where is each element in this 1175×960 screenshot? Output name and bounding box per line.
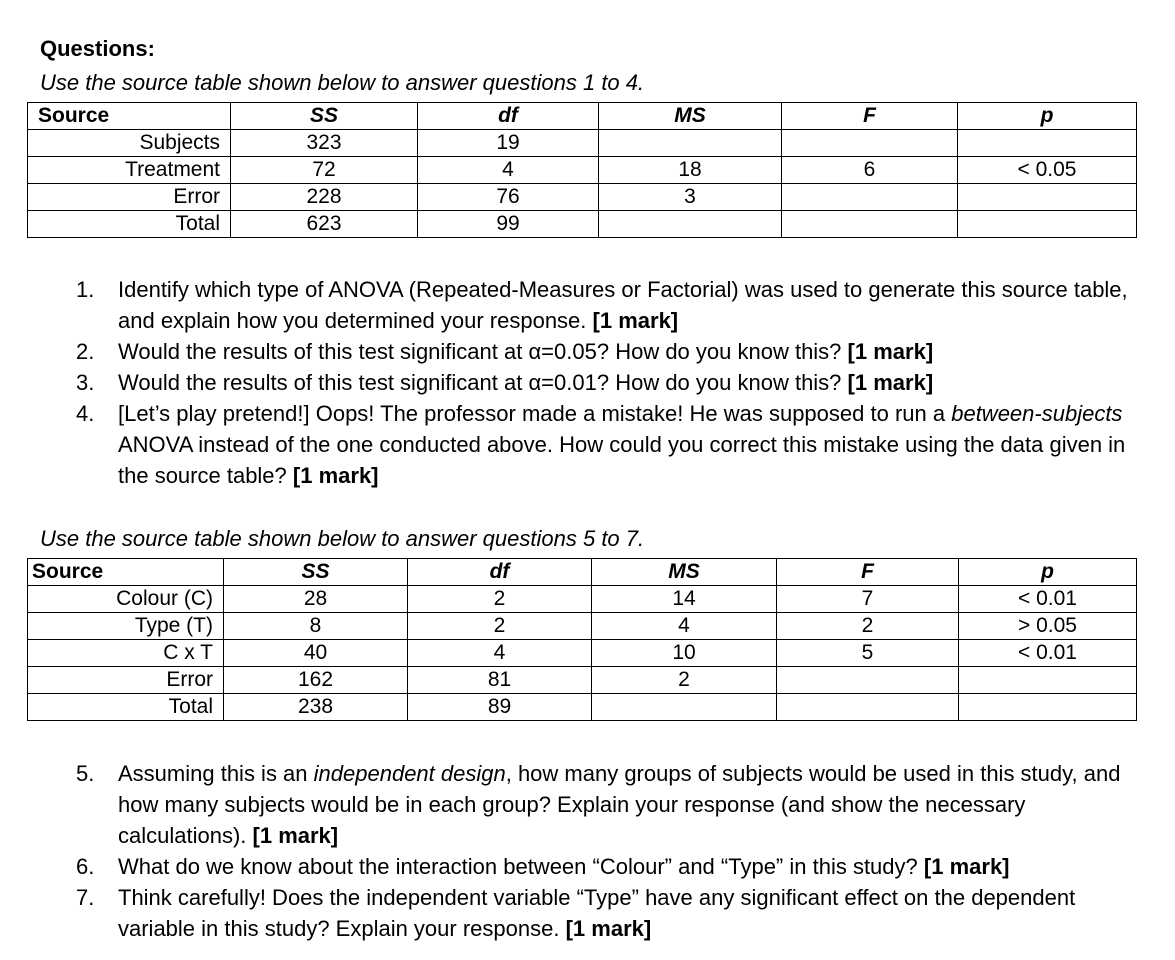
cell-p <box>958 211 1137 238</box>
cell-p <box>959 694 1137 721</box>
table-row <box>28 667 1137 694</box>
questions-heading: Questions: <box>40 36 155 61</box>
col-header-source: Source <box>28 103 231 130</box>
cell-ms: 4 <box>592 613 777 640</box>
question-text: Think carefully! Does the independent variable “Type” have any significant effect on the dependent variable in this study? Explain your response. <box>118 885 1076 941</box>
cell-ms <box>599 211 782 238</box>
cell-df: 99 <box>418 211 599 238</box>
cell-ms: 14 <box>592 586 777 613</box>
col-header-p: p <box>958 103 1137 130</box>
question-text-cont: , how many groups of subjects would be used in this study, and how many subjects would be in each group? Explain your response (and show the necessary calculations). <box>118 761 1121 848</box>
question-mark: [1 mark] <box>923 854 1010 879</box>
cell-ss: 228 <box>231 184 418 211</box>
cell-ss: 40 <box>224 640 408 667</box>
question-text: Would the results of this test significant at α=0.05? How do you know this? <box>118 339 842 364</box>
cell-p: > 0.05 <box>959 613 1137 640</box>
cell-df: 76 <box>418 184 599 211</box>
source-table-2 <box>27 558 1137 721</box>
cell-p <box>958 130 1137 157</box>
source-table-1 <box>27 102 1137 238</box>
question-mark: [1 mark] <box>565 916 652 941</box>
question-number: 1. <box>76 277 95 302</box>
cell-f: 2 <box>777 613 959 640</box>
question-emphasis: between-subjects <box>951 401 1123 426</box>
table-row <box>28 184 1137 211</box>
question-number: 2. <box>76 339 95 364</box>
cell-p: < 0.05 <box>958 157 1137 184</box>
table-row <box>28 586 1137 613</box>
cell-f <box>782 184 958 211</box>
question-number: 5. <box>76 761 95 786</box>
col-header-f: F <box>782 103 958 130</box>
row-source: Treatment <box>28 157 231 184</box>
col-header-p: p <box>959 559 1137 586</box>
cell-ms: 10 <box>592 640 777 667</box>
question-list-1 <box>76 274 1146 491</box>
table-row <box>28 211 1137 238</box>
cell-ms <box>599 130 782 157</box>
cell-df: 2 <box>408 613 592 640</box>
cell-df: 89 <box>408 694 592 721</box>
cell-p <box>958 184 1137 211</box>
row-source: C x T <box>28 640 224 667</box>
question-3 <box>76 367 1146 398</box>
col-header-f: F <box>777 559 959 586</box>
table-header-row <box>28 559 1137 586</box>
question-mark: [1 mark] <box>847 339 934 364</box>
cell-f: 5 <box>777 640 959 667</box>
cell-ms: 18 <box>599 157 782 184</box>
question-1 <box>76 274 1146 336</box>
question-text: Assuming this is an <box>118 761 308 786</box>
cell-df: 2 <box>408 586 592 613</box>
question-mark: [1 mark] <box>847 370 934 395</box>
row-source: Total <box>28 211 231 238</box>
question-4 <box>76 398 1146 491</box>
question-mark: [1 mark] <box>292 463 379 488</box>
col-header-ss: SS <box>224 559 408 586</box>
cell-p <box>959 667 1137 694</box>
question-mark: [1 mark] <box>592 308 679 333</box>
col-header-ms: MS <box>592 559 777 586</box>
cell-ss: 162 <box>224 667 408 694</box>
cell-ss: 238 <box>224 694 408 721</box>
question-list-2 <box>76 758 1146 944</box>
col-header-ss: SS <box>231 103 418 130</box>
table-row <box>28 640 1137 667</box>
cell-ss: 623 <box>231 211 418 238</box>
cell-ms: 2 <box>592 667 777 694</box>
row-source: Error <box>28 184 231 211</box>
table-row <box>28 613 1137 640</box>
row-source: Colour (C) <box>28 586 224 613</box>
cell-ms: 3 <box>599 184 782 211</box>
cell-ss: 28 <box>224 586 408 613</box>
cell-f <box>782 211 958 238</box>
question-number: 7. <box>76 885 95 910</box>
table-header-row <box>28 103 1137 130</box>
table-row <box>28 130 1137 157</box>
col-header-ms: MS <box>599 103 782 130</box>
cell-ss: 72 <box>231 157 418 184</box>
row-source: Subjects <box>28 130 231 157</box>
question-text: Would the results of this test significant at α=0.01? How do you know this? <box>118 370 842 395</box>
table-row <box>28 157 1137 184</box>
cell-df: 4 <box>418 157 599 184</box>
row-source: Type (T) <box>28 613 224 640</box>
cell-ss: 323 <box>231 130 418 157</box>
table-row <box>28 694 1137 721</box>
cell-df: 81 <box>408 667 592 694</box>
section2-intro: Use the source table shown below to answer questions 5 to 7. <box>40 526 645 551</box>
question-number: 3. <box>76 370 95 395</box>
question-text: What do we know about the interaction between “Colour” and “Type” in this study? <box>118 854 918 879</box>
row-source: Total <box>28 694 224 721</box>
cell-df: 4 <box>408 640 592 667</box>
cell-ss: 8 <box>224 613 408 640</box>
cell-ms <box>592 694 777 721</box>
question-5 <box>76 758 1146 851</box>
question-number: 4. <box>76 401 95 426</box>
col-header-df: df <box>418 103 599 130</box>
cell-f <box>782 130 958 157</box>
cell-df: 19 <box>418 130 599 157</box>
question-7 <box>76 882 1146 944</box>
cell-f: 7 <box>777 586 959 613</box>
cell-p: < 0.01 <box>959 640 1137 667</box>
col-header-source: Source <box>28 559 224 586</box>
question-number: 6. <box>76 854 95 879</box>
section1-intro: Use the source table shown below to answer questions 1 to 4. <box>40 70 645 95</box>
col-header-df: df <box>408 559 592 586</box>
question-6 <box>76 851 1146 882</box>
question-text-cont: ANOVA instead of the one conducted above. How could you correct this mistake using the data given in the source table? <box>118 432 1126 488</box>
row-source: Error <box>28 667 224 694</box>
question-text: [Let’s play pretend!] Oops! The professor made a mistake! He was supposed to run a <box>118 401 946 426</box>
question-mark: [1 mark] <box>252 823 339 848</box>
cell-f <box>777 694 959 721</box>
cell-f: 6 <box>782 157 958 184</box>
question-text: Identify which type of ANOVA (Repeated-Measures or Factorial) was used to generate this source table, and explain how you determined your response. <box>118 277 1128 333</box>
cell-p: < 0.01 <box>959 586 1137 613</box>
question-emphasis: independent design <box>313 761 506 786</box>
question-2 <box>76 336 1146 367</box>
cell-f <box>777 667 959 694</box>
